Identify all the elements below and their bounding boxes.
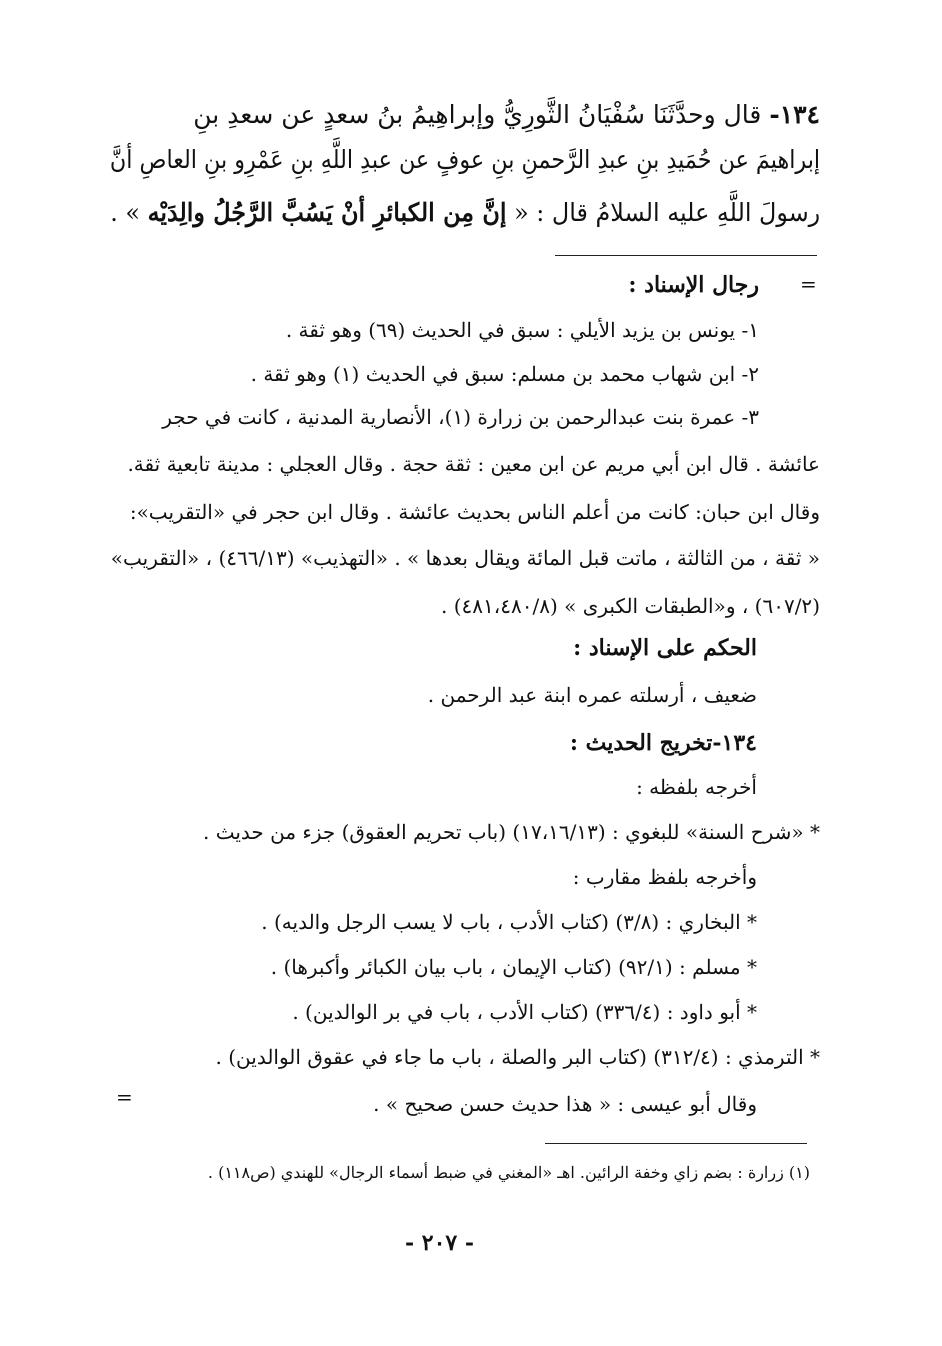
hadith-number: ١٣٤-: [769, 100, 820, 129]
takhrij-line-2: * «شرح السنة» للبغوي : (١٧،١٦/١٣) (باب تحريم العقوق) جزء من حديث .: [202, 820, 820, 844]
takhrij-line-6: * أبو داود : (٣٣٦/٤) (كتاب الأدب ، باب في بر الوالدين) .: [292, 1000, 757, 1024]
takhrij-line-1: أخرجه بلفظه :: [636, 775, 757, 799]
narrator-line-3: ٣- عمرة بنت عبدالرحمن بن زرارة (١)، الأنصارية المدنية ، كانت في حجر: [162, 405, 759, 429]
hadith-text-3-suffix: » .: [110, 198, 140, 227]
hadith-line-2: [110, 145, 820, 174]
continuation-mark-bottom: =: [116, 1085, 133, 1109]
hadith-text-1: قال وحدَّثَنَا سُفْيَانُ الثَّورِيُّ وإبراهِيمُ بنُ سعدٍ عن سعدِ بنِ: [193, 100, 762, 129]
hadith-line-1: [193, 100, 820, 129]
hadith-text-3-prefix: رسولَ اللَّهِ عليه السلامُ قال : «: [513, 198, 820, 227]
ruling-heading: الحكم على الإسناد :: [573, 635, 757, 661]
takhrij-line-3: وأخرجه بلفظ مقارب :: [572, 865, 757, 889]
ruling-text: ضعيف ، أرسلته عمره ابنة عبد الرحمن .: [427, 683, 757, 707]
hadith-quote: إنَّ مِن الكبائرِ أنْ يَسُبَّ الرَّجُلُ والِدَيْه: [147, 198, 507, 227]
narrator-line-1: ١- يونس بن يزيد الأيلي : سبق في الحديث (٦٩) وهو ثقة .: [285, 318, 759, 342]
hadith-line-3: [110, 198, 820, 227]
takhrij-line-4: * البخاري : (٣/٨) (كتاب الأدب ، باب لا يسب الرجل والديه) .: [261, 910, 757, 934]
takhrij-line-7: * الترمذي : (٣١٢/٤) (كتاب البر والصلة ، باب ما جاء في عقوق الوالدين) .: [215, 1045, 820, 1069]
takhrij-line-8: وقال أبو عيسى : « هذا حديث حسن صحيح » .: [373, 1092, 757, 1116]
footnote-text: (١) زرارة : بضم زاي وخفة الرائين. اهـ «المغني في ضبط أسماء الرجال» للهندي (ص١١٨) .: [207, 1163, 810, 1182]
takhrij-line-5: * مسلم : (٩٢/١) (كتاب الإيمان ، باب بيان الكبائر وأكبرها) .: [270, 955, 757, 979]
hadith-separator-rule: [555, 255, 817, 256]
narrator-line-7: (٦٠٧/٢) ، و«الطبقات الكبرى » (٤٨١،٤٨٠/٨) .: [441, 594, 820, 618]
isnad-heading: رجال الإسناد :: [628, 272, 759, 298]
hadith-text-2: إبراهيمَ عن حُمَيدِ بنِ عبدِ الرَّحمنِ بنِ عوفٍ عن عبدِ اللَّهِ بنِ عَمْرِو بنِ العاصِ أنَّ: [109, 145, 820, 174]
page-number: - ٢٠٧ -: [405, 1230, 475, 1256]
takhrij-heading: ١٣٤-تخريج الحديث :: [569, 730, 757, 756]
narrator-line-4: عائشة . قال ابن أبي مريم عن ابن معين : ثقة حجة . وقال العجلي : مدينة تابعية ثقة.: [127, 452, 820, 476]
narrator-line-2: ٢- ابن شهاب محمد بن مسلم: سبق في الحديث (١) وهو ثقة .: [250, 362, 759, 386]
footnote-separator-rule: [545, 1143, 807, 1144]
continuation-mark-top: =: [800, 272, 817, 296]
narrator-line-6: « ثقة ، من الثالثة ، ماتت قبل المائة ويقال بعدها » . «التهذيب» (٤٦٦/١٣) ، «التقريب»: [110, 546, 820, 570]
narrator-line-5: وقال ابن حبان: كانت من أعلم الناس بحديث عائشة . وقال ابن حجر في «التقريب»:: [129, 500, 820, 524]
